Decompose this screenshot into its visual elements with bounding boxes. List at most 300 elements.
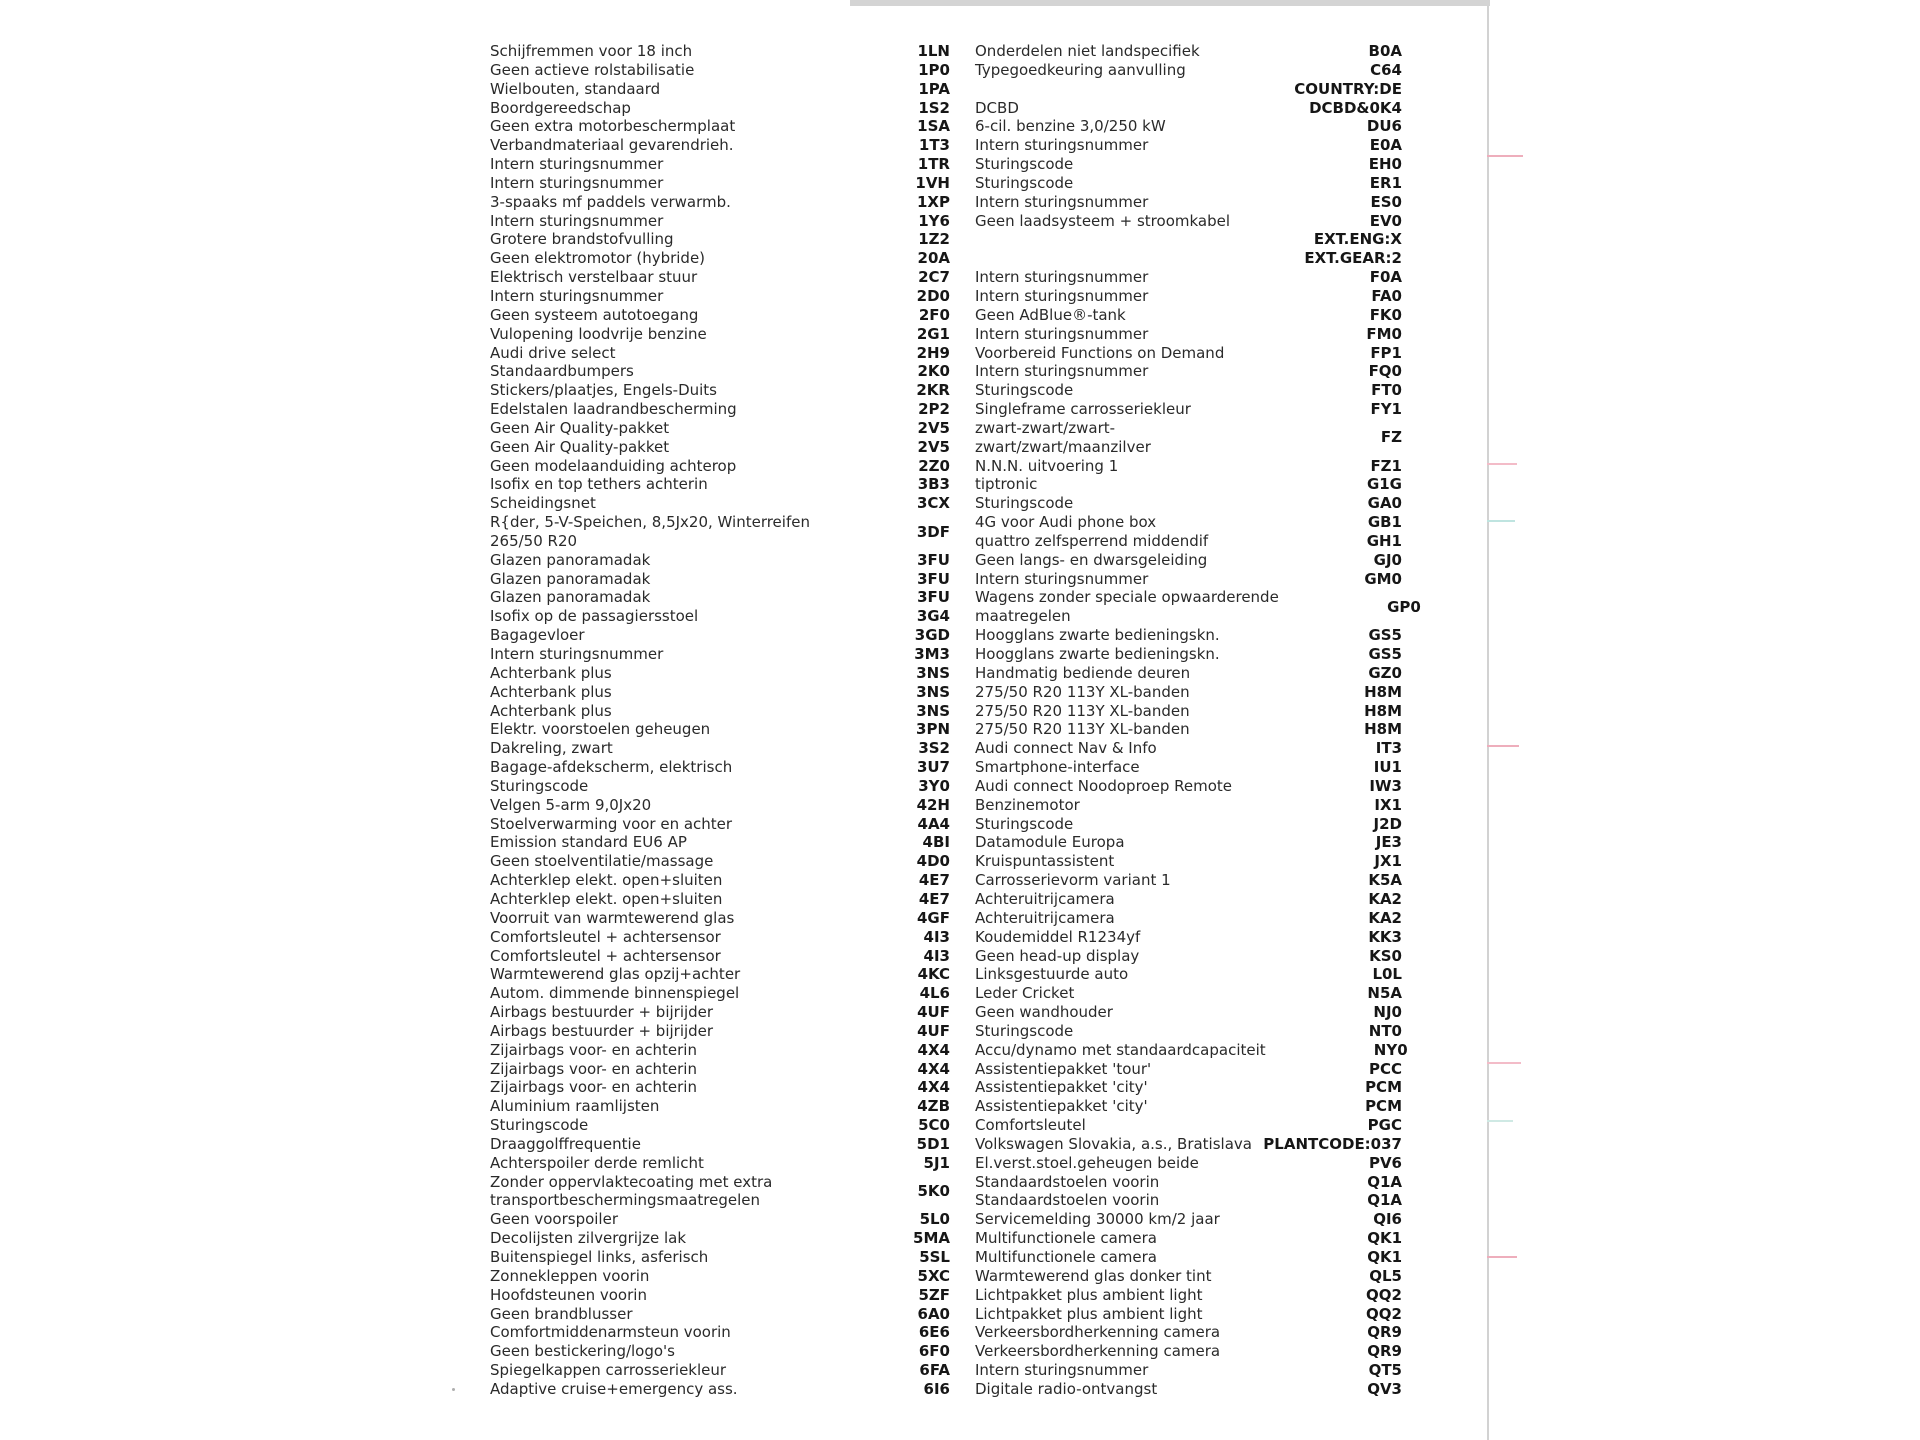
option-row xyxy=(975,702,1402,721)
option-code: 4X4 xyxy=(917,1040,950,1059)
option-description: Sturingscode xyxy=(975,1021,1074,1040)
option-row xyxy=(490,1229,950,1248)
option-code: FM0 xyxy=(1366,324,1402,343)
option-description: Carrosserievorm variant 1 xyxy=(975,871,1171,890)
option-description: Geen Air Quality-pakket xyxy=(490,437,670,456)
option-description: 275/50 R20 113Y XL-banden xyxy=(975,720,1190,739)
option-row xyxy=(490,1173,950,1211)
option-code: 6E6 xyxy=(918,1323,950,1342)
option-code: K5A xyxy=(1368,871,1402,890)
option-row xyxy=(975,117,1402,136)
option-code: FA0 xyxy=(1371,286,1402,305)
option-description: Zijairbags voor- en achterin xyxy=(490,1059,697,1078)
option-code: C64 xyxy=(1370,60,1402,79)
option-code: 2H9 xyxy=(916,343,950,362)
option-code: J2D xyxy=(1373,814,1402,833)
option-row xyxy=(975,174,1402,193)
option-row xyxy=(975,230,1402,249)
option-description: Kruispuntassistent xyxy=(975,852,1115,871)
option-row xyxy=(975,99,1402,118)
option-description: Airbags bestuurder + bijrijder xyxy=(490,1003,714,1022)
option-description: Stickers/plaatjes, Engels-Duits xyxy=(490,381,717,400)
option-description: Scheidingsnet xyxy=(490,494,596,513)
option-description: Comfortsleutel xyxy=(975,1116,1086,1135)
scan-registration-mark xyxy=(1487,520,1515,522)
option-description xyxy=(975,419,1260,457)
option-description: Spiegelkappen carrosseriekleur xyxy=(490,1361,727,1380)
option-description: Bagage-afdekscherm, elektrisch xyxy=(490,758,733,777)
option-description xyxy=(490,513,832,551)
option-code: GA0 xyxy=(1367,494,1402,513)
option-description: Audi connect Nav & Info xyxy=(975,739,1157,758)
option-description: Assistentiepakket 'city' xyxy=(975,1078,1148,1097)
option-code: 2G1 xyxy=(916,324,950,343)
option-code: GJ0 xyxy=(1373,550,1402,569)
option-row xyxy=(975,1305,1402,1324)
option-description: quattro zelfsperrend middendif xyxy=(975,531,1209,550)
option-code: KA2 xyxy=(1368,889,1402,908)
option-code: QK1 xyxy=(1367,1248,1402,1266)
option-row xyxy=(975,1191,1402,1210)
page-edge-line xyxy=(1487,6,1489,1440)
option-row xyxy=(490,381,950,400)
option-description: tiptronic xyxy=(975,475,1038,494)
option-row xyxy=(490,362,950,381)
option-row xyxy=(490,551,950,570)
option-row xyxy=(975,570,1402,589)
option-code: H8M xyxy=(1364,682,1402,701)
option-description: Handmatig bediende deuren xyxy=(975,663,1191,682)
option-code: QR9 xyxy=(1367,1342,1402,1361)
option-row xyxy=(490,815,950,834)
option-code: IU1 xyxy=(1373,758,1402,777)
option-code: 4I3 xyxy=(923,927,950,946)
option-row xyxy=(490,1041,950,1060)
option-code: NJ0 xyxy=(1373,1003,1402,1022)
option-code: FY1 xyxy=(1370,400,1402,419)
option-code: 3U7 xyxy=(916,758,950,777)
option-description: Sturingscode xyxy=(975,381,1074,400)
option-description: Comfortsleutel + achtersensor xyxy=(490,946,721,965)
option-description: 3-spaaks mf paddels verwarmb. xyxy=(490,192,731,211)
option-row xyxy=(490,249,950,268)
option-description: Voorruit van warmtewerend glas xyxy=(490,908,735,927)
option-description-line: Zonder oppervlaktecoating met extra xyxy=(490,1172,773,1191)
option-row xyxy=(975,1097,1402,1116)
option-description: Hoofdsteunen voorin xyxy=(490,1285,647,1304)
option-code: 4E7 xyxy=(918,889,950,908)
option-description: Velgen 5-arm 9,0Jx20 xyxy=(490,795,652,814)
option-code: 1Z2 xyxy=(918,230,950,249)
option-description: 275/50 R20 113Y XL-banden xyxy=(975,701,1190,720)
option-row xyxy=(490,1210,950,1229)
option-description: Geen laadsysteem + stroomkabel xyxy=(975,211,1231,230)
option-description: Wielbouten, standaard xyxy=(490,79,661,98)
option-code: 4ZB xyxy=(917,1097,950,1116)
option-row xyxy=(975,683,1402,702)
option-description xyxy=(975,588,1279,626)
option-code: KS0 xyxy=(1369,946,1402,965)
option-row xyxy=(975,1003,1402,1022)
option-description: Intern sturingsnummer xyxy=(975,362,1149,381)
option-code: 3DF xyxy=(916,522,950,541)
option-description: Geen elektromotor (hybride) xyxy=(490,249,706,268)
option-description: Glazen panoramadak xyxy=(490,569,651,588)
option-description: Boordgereedschap xyxy=(490,98,631,117)
option-description: Verbandmateriaal gevarendrieh. xyxy=(490,136,734,155)
option-row xyxy=(490,1060,950,1079)
option-description: Smartphone-interface xyxy=(975,758,1140,777)
scan-registration-mark xyxy=(1487,155,1523,157)
option-description: Singleframe carrosseriekleur xyxy=(975,400,1191,419)
option-row xyxy=(975,947,1402,966)
option-code: QR9 xyxy=(1367,1323,1402,1342)
option-description: Standaardbumpers xyxy=(490,362,634,381)
option-row xyxy=(490,306,950,325)
option-row xyxy=(975,362,1402,381)
option-row xyxy=(975,551,1402,570)
option-row xyxy=(490,80,950,99)
option-code: 42H xyxy=(916,795,950,814)
option-code: Q1A xyxy=(1367,1172,1402,1191)
option-code: 3FU xyxy=(917,550,950,569)
option-code: 1LN xyxy=(917,42,950,60)
option-description: Lichtpakket plus ambient light xyxy=(975,1304,1203,1323)
option-code: E0A xyxy=(1369,136,1402,155)
option-row xyxy=(975,1342,1402,1361)
option-code: FK0 xyxy=(1369,305,1402,324)
option-row xyxy=(490,1267,950,1286)
option-row xyxy=(490,588,950,607)
option-row xyxy=(490,777,950,796)
option-row xyxy=(975,42,1402,61)
option-code: 4D0 xyxy=(916,852,950,871)
option-description: Achteruitrijcamera xyxy=(975,889,1115,908)
option-description: Intern sturingsnummer xyxy=(490,173,664,192)
option-description: Airbags bestuurder + bijrijder xyxy=(490,1021,714,1040)
option-description: Sturingscode xyxy=(490,776,589,795)
option-row xyxy=(490,947,950,966)
option-row xyxy=(975,928,1402,947)
option-description: DCBD xyxy=(975,98,1019,117)
option-row xyxy=(975,249,1402,268)
option-code: 4X4 xyxy=(917,1059,950,1078)
option-description: Glazen panoramadak xyxy=(490,588,651,607)
option-code: 3NS xyxy=(916,701,950,720)
option-description: Verkeersbordherkenning camera xyxy=(975,1342,1221,1361)
option-code: EH0 xyxy=(1368,155,1402,174)
option-code: 2D0 xyxy=(916,286,950,305)
option-code: PLANTCODE:037 xyxy=(1263,1134,1402,1153)
option-code: 1S2 xyxy=(918,98,950,117)
option-row xyxy=(490,212,950,231)
option-description: Geen AdBlue®-tank xyxy=(975,305,1126,324)
option-code: 3B3 xyxy=(917,475,950,494)
option-row xyxy=(490,513,950,551)
option-code: GB1 xyxy=(1367,513,1402,532)
option-code: 1SA xyxy=(917,117,950,136)
option-row xyxy=(490,796,950,815)
option-row xyxy=(975,664,1402,683)
option-row xyxy=(975,1022,1402,1041)
option-row xyxy=(975,758,1402,777)
option-description-line: maatregelen xyxy=(975,607,1071,626)
option-code: 4E7 xyxy=(918,871,950,890)
scan-registration-mark xyxy=(1487,463,1517,465)
option-description: Vulopening loodvrije benzine xyxy=(490,324,707,343)
option-code: GM0 xyxy=(1364,569,1402,588)
option-row xyxy=(975,381,1402,400)
option-row xyxy=(975,1040,1408,1060)
option-row xyxy=(490,890,950,909)
option-code: KK3 xyxy=(1368,927,1402,946)
scan-registration-mark xyxy=(1487,1256,1517,1258)
option-description: Sturingscode xyxy=(975,814,1074,833)
option-code: QQ2 xyxy=(1366,1304,1402,1323)
option-description: Dakreling, zwart xyxy=(490,739,613,758)
option-description-line: R{der, 5-V-Speichen, 8,5Jx20, Winterreifen xyxy=(490,513,810,532)
option-code: 5J1 xyxy=(923,1153,950,1172)
option-row xyxy=(490,287,950,306)
option-code: 5MA xyxy=(913,1229,950,1248)
option-row xyxy=(975,852,1402,871)
option-description: Geen extra motorbeschermplaat xyxy=(490,117,736,136)
option-description: Bagagevloer xyxy=(490,626,585,645)
option-row xyxy=(975,80,1402,99)
option-row xyxy=(975,325,1402,344)
option-code: 6A0 xyxy=(917,1304,950,1323)
option-description: Intern sturingsnummer xyxy=(490,155,664,174)
option-row xyxy=(490,1003,950,1022)
option-description: Sturingscode xyxy=(490,1116,589,1135)
option-code: IX1 xyxy=(1374,795,1402,814)
option-row xyxy=(490,174,950,193)
option-code: QV3 xyxy=(1367,1379,1402,1398)
option-description: Adaptive cruise+emergency ass. xyxy=(490,1379,738,1398)
option-row xyxy=(490,1361,950,1380)
option-row xyxy=(490,400,950,419)
option-description: Achterklep elekt. open+sluiten xyxy=(490,889,723,908)
option-code: 5ZF xyxy=(918,1285,950,1304)
option-description: Intern sturingsnummer xyxy=(490,286,664,305)
option-code: 3GD xyxy=(914,626,950,645)
option-description: Geen wandhouder xyxy=(975,1003,1113,1022)
option-code: FZ1 xyxy=(1370,456,1402,475)
option-description: Comfortmiddenarmsteun voorin xyxy=(490,1323,731,1342)
option-code: PCC xyxy=(1368,1059,1402,1078)
option-row xyxy=(490,419,950,438)
option-description: Intern sturingsnummer xyxy=(975,136,1149,155)
option-description: Hoogglans zwarte bedieningskn. xyxy=(975,626,1220,645)
option-code: 4UF xyxy=(917,1021,950,1040)
option-row xyxy=(490,739,950,758)
option-code: 3PN xyxy=(916,720,950,739)
scan-speck xyxy=(452,1388,455,1391)
option-code: PCM xyxy=(1365,1078,1402,1097)
option-code: 5K0 xyxy=(917,1182,950,1201)
option-description: Assistentiepakket 'tour' xyxy=(975,1059,1152,1078)
option-row xyxy=(490,683,950,702)
option-description: Geen actieve rolstabilisatie xyxy=(490,60,695,79)
option-description: Volkswagen Slovakia, a.s., Bratislava xyxy=(975,1134,1252,1153)
option-row xyxy=(975,457,1402,476)
option-description: Standaardstoelen voorin xyxy=(975,1191,1160,1210)
option-row xyxy=(975,419,1402,457)
option-row xyxy=(975,1078,1402,1097)
option-row xyxy=(975,193,1402,212)
option-code: EXT.ENG:X xyxy=(1313,230,1402,249)
option-description: Standaardstoelen voorin xyxy=(975,1172,1160,1191)
option-description: Achterbank plus xyxy=(490,701,612,720)
option-description: Geen Air Quality-pakket xyxy=(490,418,670,437)
option-row xyxy=(490,1323,950,1342)
option-code: 4BI xyxy=(922,833,950,852)
option-description: Lichtpakket plus ambient light xyxy=(975,1285,1203,1304)
option-code: 2C7 xyxy=(918,268,950,287)
scan-registration-mark xyxy=(1487,1062,1521,1064)
option-row xyxy=(490,344,950,363)
option-description: Decolijsten zilvergrijze lak xyxy=(490,1229,687,1248)
option-description: Intern sturingsnummer xyxy=(975,324,1149,343)
scan-edge-shadow xyxy=(850,0,1490,6)
option-description: 4G voor Audi phone box xyxy=(975,513,1157,532)
option-description: Intern sturingsnummer xyxy=(975,268,1149,287)
option-description: Linksgestuurde auto xyxy=(975,965,1129,984)
option-row xyxy=(975,1173,1402,1192)
option-row xyxy=(490,626,950,645)
option-description: N.N.N. uitvoering 1 xyxy=(975,456,1119,475)
option-description: Assistentiepakket 'city' xyxy=(975,1097,1148,1116)
option-code: F0A xyxy=(1369,268,1402,287)
option-code: 4L6 xyxy=(919,984,950,1003)
options-column-left xyxy=(490,42,950,1399)
option-row xyxy=(975,796,1402,815)
option-code: N5A xyxy=(1367,984,1402,1003)
option-description: El.verst.stoel.geheugen beide xyxy=(975,1153,1199,1172)
option-description: Elektr. voorstoelen geheugen xyxy=(490,720,711,739)
option-description: Glazen panoramadak xyxy=(490,550,651,569)
option-code: 1XP xyxy=(917,192,950,211)
option-code: 1P0 xyxy=(918,60,950,79)
option-row xyxy=(975,1060,1402,1079)
option-description: Intern sturingsnummer xyxy=(975,286,1149,305)
option-code: L0L xyxy=(1372,965,1402,984)
option-code: 4GF xyxy=(917,908,950,927)
option-code: 4A4 xyxy=(917,814,950,833)
option-description: Achterspoiler derde remlicht xyxy=(490,1153,704,1172)
option-row xyxy=(975,155,1402,174)
option-description: Intern sturingsnummer xyxy=(975,1361,1149,1380)
option-description: Benzinemotor xyxy=(975,795,1080,814)
option-code: FP1 xyxy=(1370,343,1402,362)
option-description-line: transportbeschermingsmaatregelen xyxy=(490,1191,760,1210)
option-code: 1Y6 xyxy=(918,211,950,230)
option-description: Zijairbags voor- en achterin xyxy=(490,1040,697,1059)
option-row xyxy=(975,965,1402,984)
option-row xyxy=(490,1305,950,1324)
option-row xyxy=(975,1323,1402,1342)
option-description: Isofix op de passagiersstoel xyxy=(490,607,699,626)
option-description: Achterbank plus xyxy=(490,663,612,682)
option-row xyxy=(490,1286,950,1305)
option-description: Buitenspiegel links, asferisch xyxy=(490,1248,709,1266)
option-code: JX1 xyxy=(1374,852,1402,871)
option-row xyxy=(490,457,950,476)
option-code: QQ2 xyxy=(1366,1285,1402,1304)
option-row xyxy=(975,871,1402,890)
option-row xyxy=(975,626,1402,645)
option-row xyxy=(975,1380,1402,1399)
option-row xyxy=(975,645,1402,664)
option-code: G1G xyxy=(1366,475,1402,494)
option-description: Zijairbags voor- en achterin xyxy=(490,1078,697,1097)
option-code: 3G4 xyxy=(916,607,950,626)
option-row xyxy=(490,325,950,344)
option-row xyxy=(490,1248,950,1267)
option-description: Draaggolffrequentie xyxy=(490,1134,641,1153)
option-code: 2V5 xyxy=(917,437,950,456)
option-row xyxy=(490,494,950,513)
option-description: Typegoedkeuring aanvulling xyxy=(975,60,1186,79)
option-code: 4I3 xyxy=(923,946,950,965)
option-row xyxy=(490,230,950,249)
option-description: Audi drive select xyxy=(490,343,616,362)
option-row xyxy=(975,212,1402,231)
option-code: 6I6 xyxy=(923,1379,950,1398)
option-row xyxy=(490,1154,950,1173)
option-description-line: zwart/zwart/maanzilver xyxy=(975,437,1151,456)
option-description: Achterbank plus xyxy=(490,682,612,701)
option-code: 3Y0 xyxy=(918,776,950,795)
option-row xyxy=(490,645,950,664)
option-code: 3CX xyxy=(916,494,950,513)
option-description: Sturingscode xyxy=(975,494,1074,513)
option-row xyxy=(490,871,950,890)
option-code: 5L0 xyxy=(919,1210,950,1229)
option-code: PCM xyxy=(1365,1097,1402,1116)
option-row xyxy=(490,1135,950,1154)
option-row xyxy=(975,494,1402,513)
option-description: Intern sturingsnummer xyxy=(490,645,664,663)
option-code: 3NS xyxy=(916,682,950,701)
option-code: 2F0 xyxy=(918,305,950,324)
option-code: H8M xyxy=(1364,701,1402,720)
option-row xyxy=(975,287,1402,306)
option-row xyxy=(975,1154,1402,1173)
option-row xyxy=(975,532,1402,551)
option-row xyxy=(490,833,950,852)
option-code: QL5 xyxy=(1369,1266,1402,1285)
option-code: 5XC xyxy=(917,1266,950,1285)
option-row xyxy=(975,833,1402,852)
option-description: Grotere brandstofvulling xyxy=(490,230,674,249)
option-row xyxy=(490,909,950,928)
option-code: GS5 xyxy=(1368,645,1402,663)
option-row xyxy=(490,61,950,80)
option-code: 3NS xyxy=(916,663,950,682)
option-code: COUNTRY:DE xyxy=(1294,79,1402,98)
option-description: Aluminium raamlijsten xyxy=(490,1097,660,1116)
option-row xyxy=(490,984,950,1003)
scan-registration-mark xyxy=(1487,745,1519,747)
option-description-line: Wagens zonder speciale opwaarderende xyxy=(975,588,1279,607)
option-description: Accu/dynamo met standaardcapaciteit xyxy=(975,1040,1266,1059)
option-description: Multifunctionele camera xyxy=(975,1229,1157,1248)
option-description-line: 265/50 R20 xyxy=(490,531,578,550)
option-code: H8M xyxy=(1364,720,1402,739)
option-code: EV0 xyxy=(1369,211,1402,230)
option-row xyxy=(975,777,1402,796)
